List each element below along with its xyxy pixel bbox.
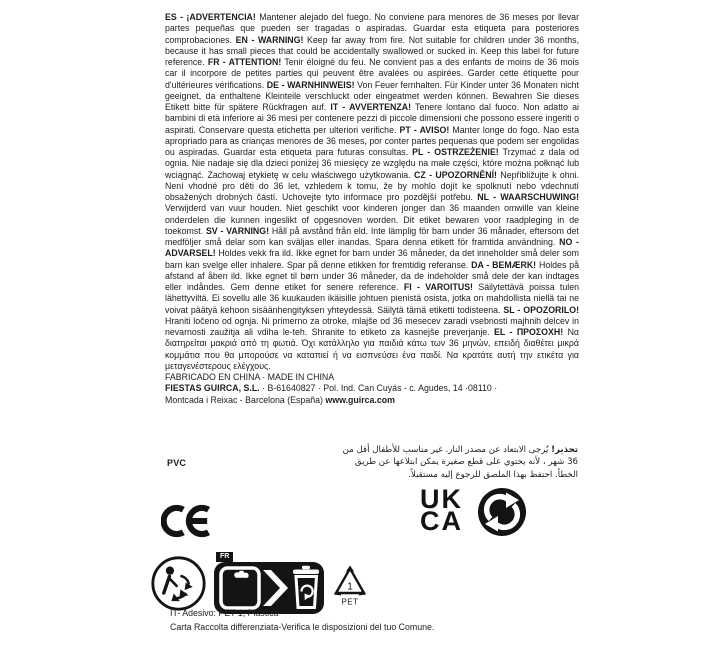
warning-segment: NO - ADVARSEL! Holdes vekk fra ild. Ikke egnet for barn under 36 måneder, da det inneholder små deler som barn kan svelge eller inhalere. Spar på denne etikken for fremtidig referanse. [165, 237, 579, 270]
warning-segment: SL - OPOZORILO! Hraniti ločeno od ognja. Ni primerno za otroke, mlajše od 36 mesecev zaradi vsebnosti majhnih delcev in nevarnosti zaužitja ali vdiha le-teh. Shranite to etiketo za kasnejše preverjanje. [165, 304, 579, 337]
warning-segment: CZ - UPOZORNĚNÍ! Nepřibližujte k ohni. Není vhodné pro děti do 36 let, vzhledem k tomu, že by mohlo dojít ke spolknutí nebo vdechnutí obsažených drobných částí. Uchovejte tyto informace pro pozdější potřebu. [165, 169, 579, 202]
company-website: www.guirca.com [325, 394, 395, 405]
ce-mark-icon [161, 501, 215, 546]
warning-text-block [165, 12, 579, 406]
company-name: FIESTAS GUIRCA, S.L. [165, 383, 260, 394]
arabic-warning-block [340, 444, 578, 481]
warning-segment: DA - BEMÆRK! Holdes på afstand af åben ild. Ikke egnet til børn under 36 måneder, da de indeholder små dele der kan indtages eller indåndes. Gem denne etiket for senere reference. [165, 259, 579, 292]
packaging-disposal-pictogram [214, 545, 324, 614]
fr-country-tag: FR [216, 552, 233, 562]
recycling-notes [170, 606, 434, 634]
warning-segment: IT - AVVERTENZA! Tenere lontano dal fuoco. Non adatto ai bambini di età inferiore ai 36 mesi per contenere pezzi di piccole dimensioni che possono essere ingeriti o aspirati. Conservare questa etichetta per ulteriori verifiche. [165, 102, 579, 135]
warning-paragraph [165, 12, 579, 372]
company-address: Montcada i Reixac - Barcelona (España) [165, 394, 326, 405]
pet-number: 1 [347, 581, 353, 593]
recycling-note-line1: IT- Adesivo: PET 1, Plastica [170, 608, 279, 618]
ukca-bottom-text: CA [420, 506, 463, 536]
warning-segment: NL - WAARSCHUWING! Verwijderd van vuur houden. Niet geschikt voor kinderen jonger dan 36 maanden omwille van kleine onderdelen die kunnen ingeslikt of opgesnoven worden. Dit etiket bewaren voor raadpleging in de toekomst. [165, 192, 579, 236]
company-line [165, 383, 579, 394]
ukca-top-text: UK [420, 484, 463, 514]
arabic-warning-label: تحذير! [551, 445, 578, 455]
warning-segment: FI - VAROITUS! Säilytettävä poissa tulen lähettyviltä. Ei sovellu alle 36 kuukauden ikäisille johtuen pienistä osista, jotka on mahdollista niellä tai ne voivat päätyä kehoon sisäänhengityksen yhteydessä. Säilytä tämä etiketti todisteena. [165, 282, 580, 315]
warning-segment: PL - OSTRZEŻENIE! Trzymać z dala od ognia. Nie nadaje się dla dzieci poniżej 36 miesięcy ze względu na małe części, które można połknąć lub wciągnąć. Zachowaj etykietę w celu właściwego użytkowania. [165, 147, 580, 180]
warning-segment: SV - VARNING! Håll på avstånd från eld. Inte lämplig för barn under 36 månader, eftersom det medföljer små delar som kan sväljas eller inandas. Spara denna etikett för framtida användning. [165, 225, 579, 247]
recycling-note-line2: Carta Raccolta differenziata-Verifica le disposizioni del tuo Comune. [170, 622, 435, 632]
made-in-line: FABRICADO EN CHINA · MADE IN CHINA [165, 372, 335, 382]
warning-segment: EL - ΠΡΟΣΟΧΗ! Να διατηρείται μακριά από τη φωτιά. Όχι κατάλληλο για παιδιά κάτω των 36 μηνών, επειδή διαθέτει μικρά κομμάτια που θα μπορούσε να καταπιεί ή να εισπνεύσει ένα παιδί. Να κρατάτε αυτή την ετικέτα για μεταγενέστερους ελέγχους. [165, 327, 580, 371]
green-dot-recycling-icon [477, 487, 527, 542]
material-label: PVC [167, 458, 187, 468]
warning-segment: FR - ATTENTION! Tenir éloigné du feu. Ne convient pas a des enfants de moins de 36 mois car il incorpore de petites parties qui peuvent être avalées ou aspirées. Garder cette étiquette pour d'ultérieures vérifications. [165, 57, 579, 90]
company-details: · B-61640827 · Pol. Ind. Can Cuyás - c. Agudes, 14 ·08110 · [259, 383, 498, 394]
warning-segment: DE - WARNHINWEIS! Von Feuer fernhalten. Für Kinder unter 36 Monaten nicht geeignet, da enthaltene Kleinteile verschluckt oder eingeatmet werden können. Bewahren Sie dieses Etikett bitte für spätere Rückfragen auf. [165, 79, 579, 112]
warning-segment: EN - WARNING! Keep far away from fire. Not suitable for children under 36 months, because it has small pieces that could be accidentally swallowed or sucked in. Keep this label for future reference. [165, 34, 580, 67]
warning-segment: PT - AVISO! Manter longe do fogo. Nao esta apropriado para as crianças menores de 36 meses, por conter partes pequenas que podem ser engolidas ou aspiradas. Guardar esta etiqueta para futuras consultas. [165, 124, 579, 157]
warning-segment: ES - ¡ADVERTENCIA! Mantener alejado del fuego. No conviene para menores de 36 meses por llevar partes pequeñas que pueden ser tragadas o aspiradas. Guardar esta etiqueta para posteriores comprobaciones. [165, 12, 579, 45]
pet-label: PET [341, 597, 359, 607]
arabic-warning-text: يُرجى الابتعاد عن مصدر النار. غير مناسب للأطفال أقل من 36 شهر ، لأنه يحتوي على قطع صغيرة يمكن ابتلاعها عن طريق الخطأ. احتفظ بهذا الملصق للرجوع إليه مستقبلاً. [342, 445, 578, 480]
ukca-mark [420, 484, 463, 536]
address-line [165, 395, 579, 406]
pet-1-recycling-icon [333, 565, 367, 612]
